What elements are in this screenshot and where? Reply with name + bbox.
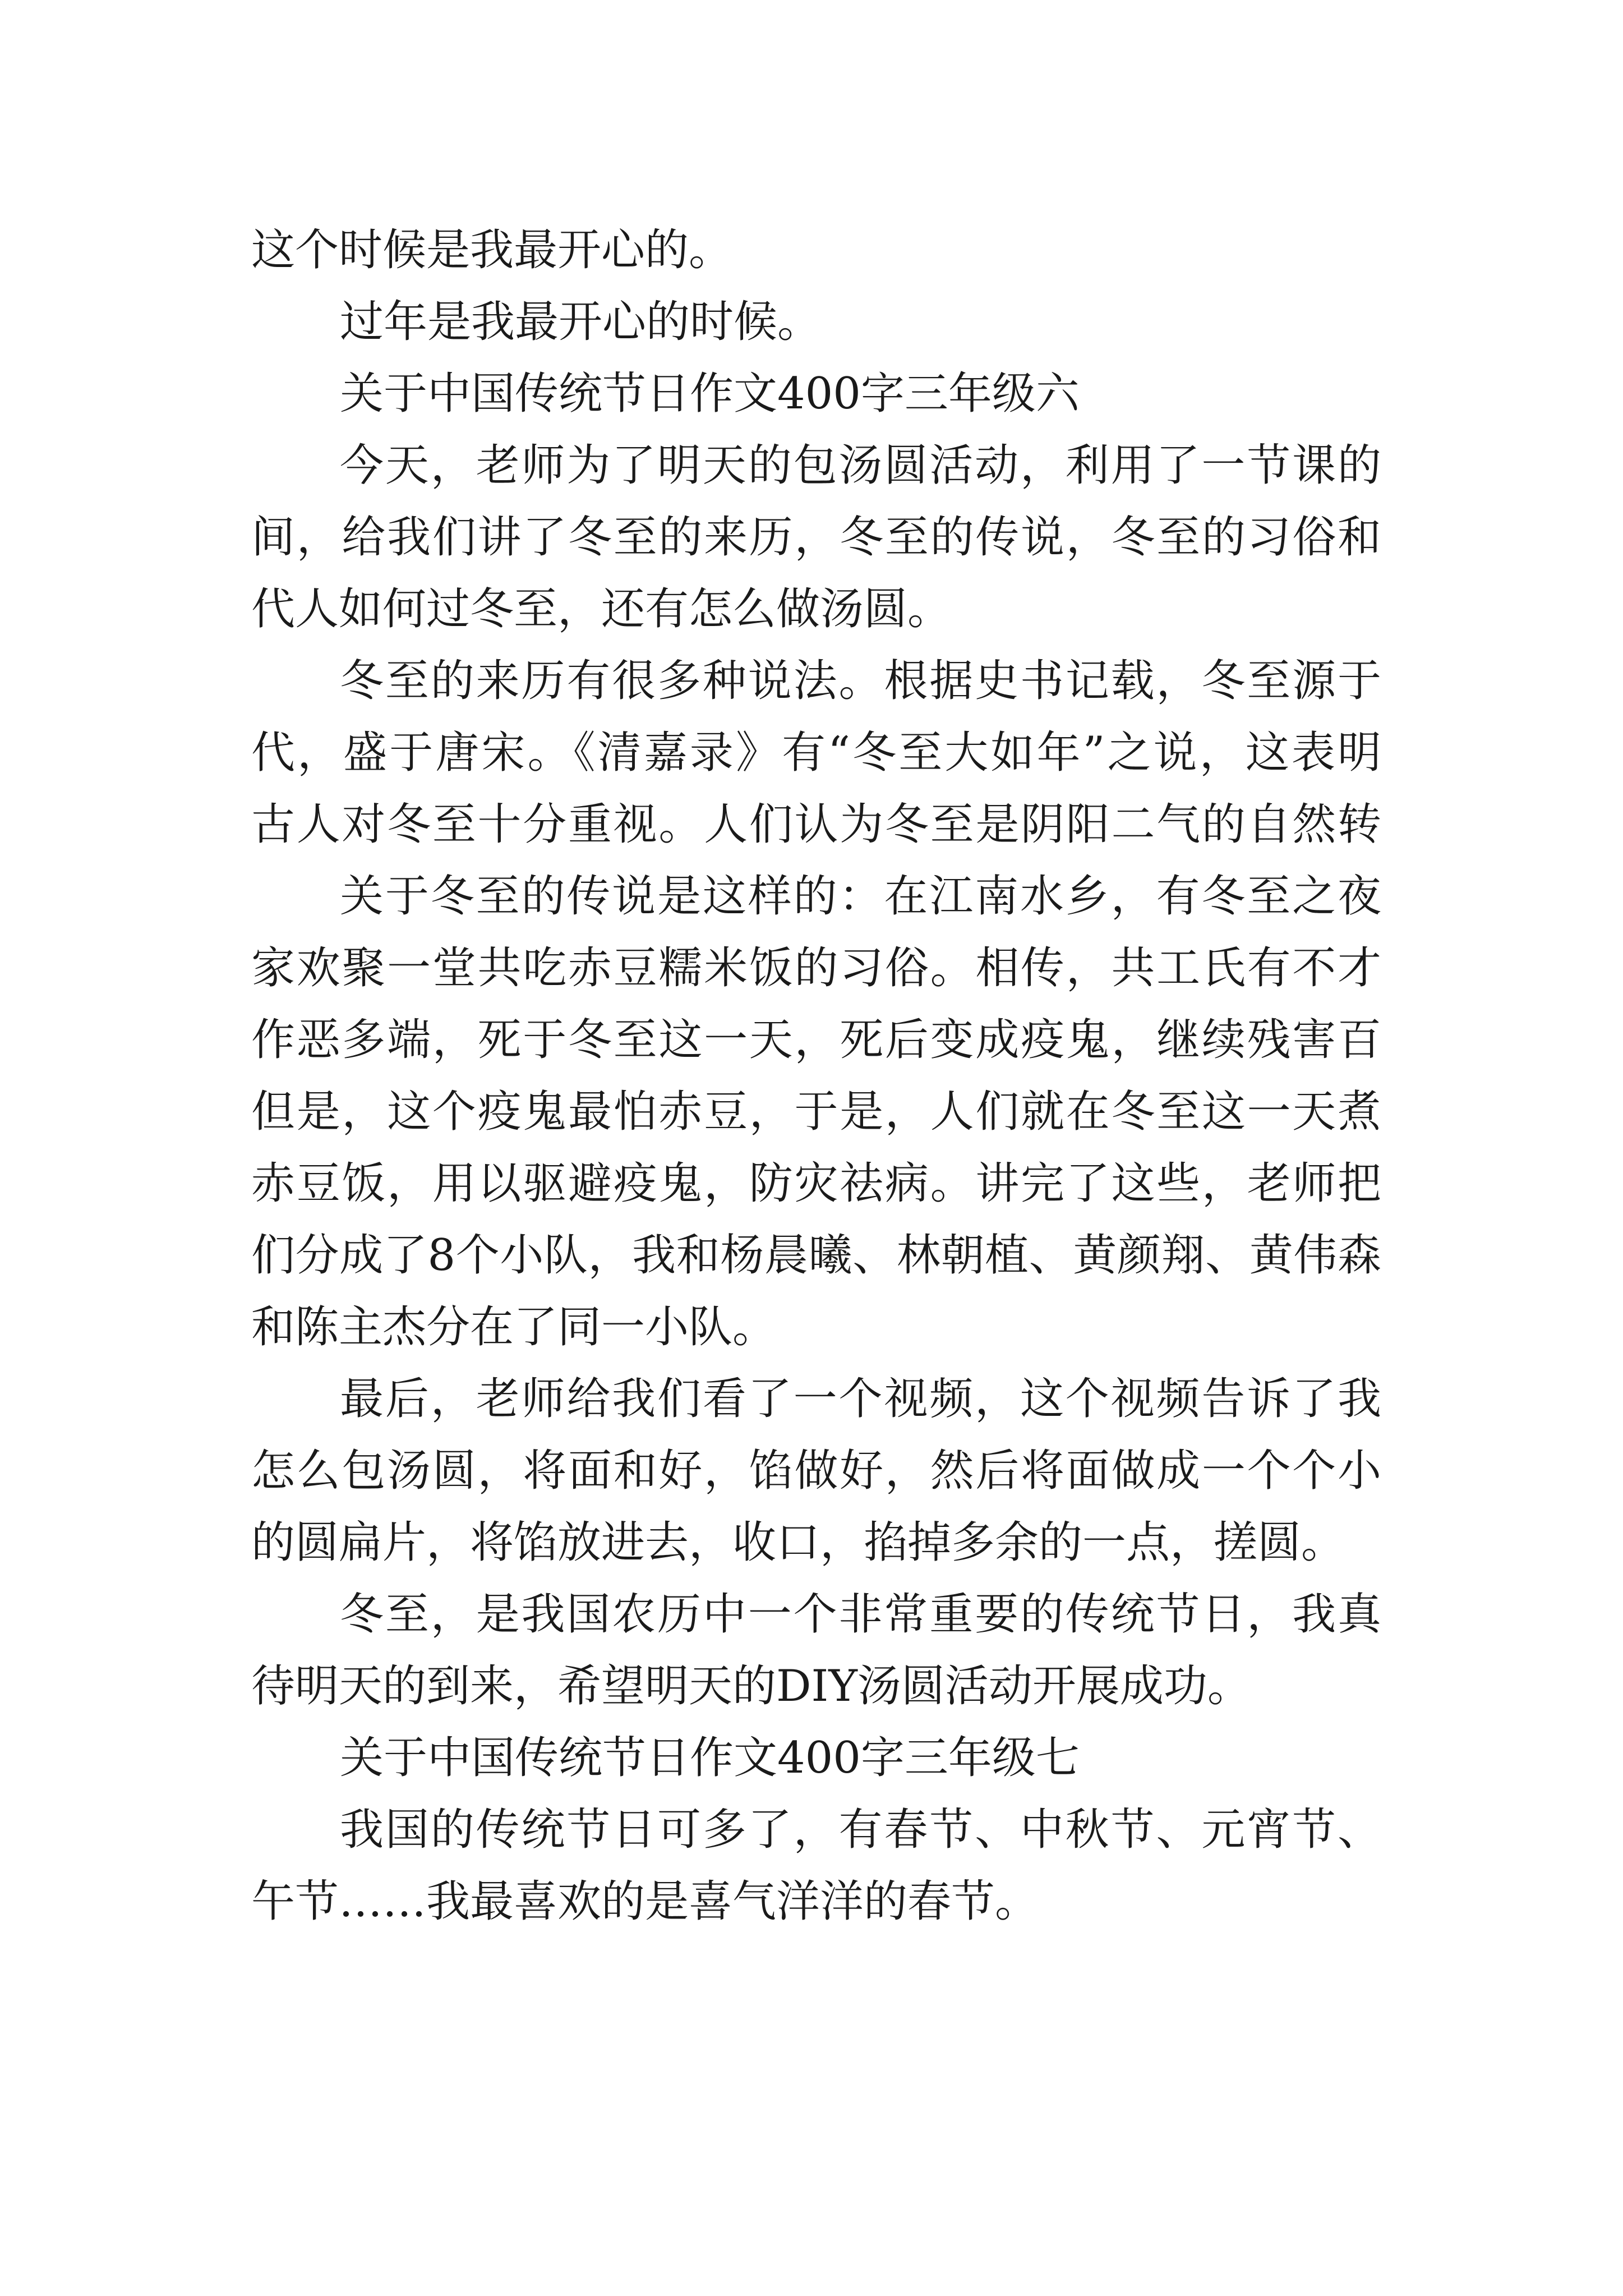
text-line: 今天，老师为了明天的包汤圆活动，利用了一节课的	[340, 440, 1381, 491]
text-line: 家欢聚一堂共吃赤豆糯米饭的习俗。相传，共工氏有不才	[251, 943, 1381, 993]
text-line: 冬至，是我国农历中一个非常重要的传统节日，我真	[340, 1589, 1381, 1640]
text-line: 午节……我最喜欢的是喜气洋洋的春节。	[251, 1876, 1039, 1927]
text-line: 赤豆饭，用以驱避疫鬼，防灾祛病。讲完了这些，老师把	[251, 1158, 1381, 1209]
text-line: 间，给我们讲了冬至的来历，冬至的传说，冬至的习俗和	[251, 512, 1381, 563]
text-line: 最后，老师给我们看了一个视频，这个视频告诉了我	[340, 1374, 1381, 1424]
text-line: 冬至的来历有很多种说法。根据史书记载，冬至源于	[340, 656, 1381, 706]
text-line: 关于冬至的传说是这样的：在江南水乡，有冬至之夜	[340, 871, 1381, 922]
text-line: 古人对冬至十分重视。人们认为冬至是阴阳二气的自然转	[251, 799, 1381, 850]
section-heading: 关于中国传统节日作文400字三年级六	[340, 369, 1080, 419]
text-line: 代人如何过冬至，还有怎么做汤圆。	[251, 584, 952, 634]
text-line: 待明天的到来，希望明天的DIY汤圆活动开展成功。	[251, 1661, 1251, 1711]
text-line: 作恶多端，死于冬至这一天，死后变成疫鬼，继续残害百	[251, 1015, 1381, 1065]
text-line: 和陈主杰分在了同一小队。	[251, 1302, 777, 1352]
text-line: 代，盛于唐宋。《清嘉录》有“冬至大如年”之说，这表明	[251, 728, 1381, 778]
text-line: 的圆扁片，将馅放进去，收口，掐掉多余的一点，搓圆。	[251, 1517, 1345, 1568]
text-line: 这个时候是我最开心的。	[251, 225, 733, 275]
text-line: 我国的传统节日可多了，有春节、中秋节、元宵节、	[340, 1805, 1381, 1855]
text-line: 过年是我最开心的时候。	[340, 297, 822, 347]
text-line: 们分成了8个小队，我和杨晨曦、林朝植、黄颜翔、黄伟森	[251, 1230, 1381, 1281]
text-line: 怎么包汤圆，将面和好，馅做好，然后将面做成一个个小	[251, 1446, 1381, 1496]
essay-text	[251, 214, 1381, 1938]
text-line: 但是，这个疫鬼最怕赤豆，于是，人们就在冬至这一天煮	[251, 1087, 1381, 1137]
section-heading: 关于中国传统节日作文400字三年级七	[340, 1733, 1080, 1783]
